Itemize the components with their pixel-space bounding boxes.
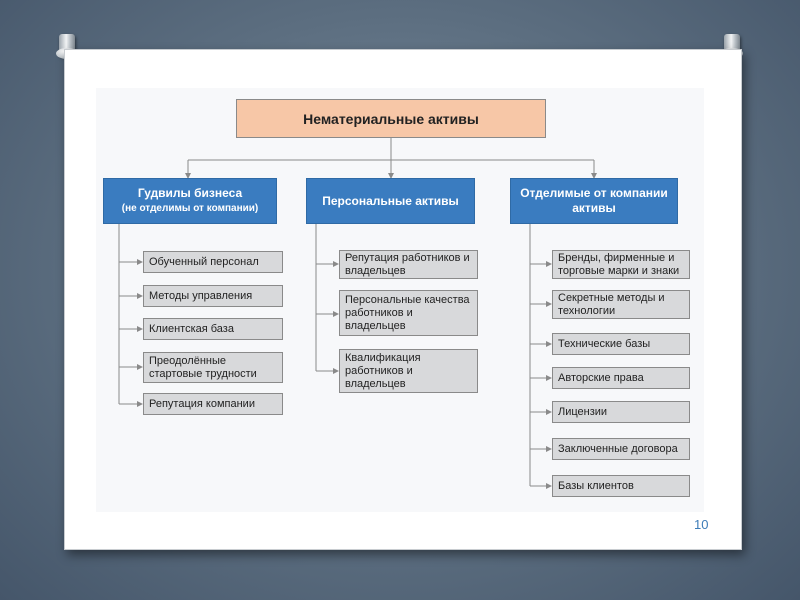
root-node: Нематериальные активы	[236, 99, 546, 138]
column-header-subtitle: (не отделимы от компании)	[121, 203, 259, 214]
list-item: Лицензии	[552, 401, 690, 423]
list-item: Обученный персонал	[143, 251, 283, 273]
column-header-title: Отделимые от компании активы	[520, 186, 668, 215]
column-header-separable	[510, 178, 678, 224]
column-header-title: Гудвилы бизнеса	[137, 186, 243, 200]
list-item: Квалификация работников и владельцев	[339, 349, 478, 393]
column-header-title: Персональные активы	[322, 193, 459, 208]
list-item: Преодолённые стартовые трудности	[143, 352, 283, 383]
list-item: Методы управления	[143, 285, 283, 307]
list-item: Технические базы	[552, 333, 690, 355]
column-header-goodwill	[103, 178, 277, 224]
list-item: Секретные методы и технологии	[552, 290, 690, 319]
list-item: Авторские права	[552, 367, 690, 389]
list-item: Базы клиентов	[552, 475, 690, 497]
list-item: Клиентская база	[143, 318, 283, 340]
list-item: Бренды, фирменные и торговые марки и знаки	[552, 250, 690, 279]
list-item: Заключенные договора	[552, 438, 690, 460]
list-item: Репутация компании	[143, 393, 283, 415]
column-header-personal	[306, 178, 475, 224]
page-number: 10	[694, 517, 709, 532]
list-item: Персональные качества работников и владельцев	[339, 290, 478, 336]
list-item: Репутация работников и владельцев	[339, 250, 478, 279]
